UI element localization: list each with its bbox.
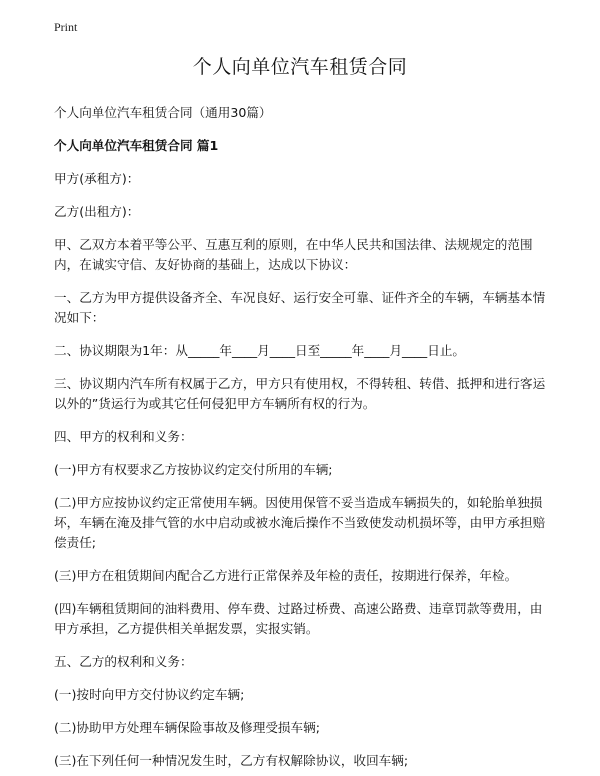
clause-4-item-4: (四)车辆租赁期间的油料费用、停车费、过路过桥费、高速公路费、违章罚款等费用，由甲方承担，乙方提供相关单据发票，实报实销。 [54,601,543,636]
clause-4-heading: 四、甲方的权利和义务： [54,429,193,444]
clause-5-item-3: (三)在下列任何一种情况发生时，乙方有权解除协议，收回车辆; [54,753,409,768]
clause-2: 二、协议期限为1年：从_____年____月____日至_____年____月____日止。 [54,343,466,358]
print-link[interactable]: Print [54,20,78,34]
document-body [54,103,546,771]
clause-4-item-3: (三)甲方在租赁期间内配合乙方进行正常保养及年检的责任，按期进行保养，年检。 [54,568,518,583]
clause-3: 三、协议期内汽车所有权属于乙方，甲方只有使用权，不得转租、转借、抵押和进行客运以外的”货运行为或其它任何侵犯甲方车辆所有权的行为。 [54,376,546,411]
party-a-line: 甲方(承租方)： [54,171,140,186]
party-b-line: 乙方(出租方)： [54,204,140,219]
clause-4-item-1: (一)甲方有权要求乙方按协议约定交付所用的车辆; [54,462,333,477]
clause-4-item-2: (二)甲方应按协议约定正常使用车辆。因使用保管不妥当造成车辆损失的，如轮胎单独损坏，车辆在淹及排气管的水中启动或被水淹后操作不当致使发动机损坏等，由甲方承担赔偿责任; [54,495,546,550]
clause-5-item-2: (二)协助甲方处理车辆保险事故及修理受损车辆; [54,720,320,735]
preamble-paragraph: 甲、乙双方本着平等公平、互惠互利的原则，在中华人民共和国法律、法规规定的范围内，在诚实守信、友好协商的基础上，达成以下协议： [54,237,533,272]
clause-1: 一、乙方为甲方提供设备齐全、车况良好、运行安全可靠、证件齐全的车辆，车辆基本情况如下： [54,290,546,325]
section-heading: 个人向单位汽车租赁合同 篇1 [54,138,219,153]
clause-5-item-1: (一)按时向甲方交付协议约定车辆; [54,687,245,702]
clause-5-heading: 五、乙方的权利和义务： [54,654,193,669]
document-subtitle: 个人向单位汽车租赁合同（通用30篇） [54,105,272,120]
document-title: 个人向单位汽车租赁合同 [192,56,408,78]
